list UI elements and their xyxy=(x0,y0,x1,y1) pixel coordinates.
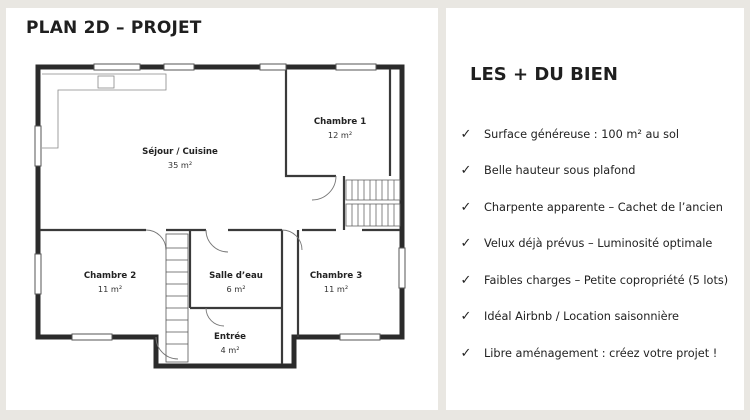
room-area-chambre-2: 11 m² xyxy=(97,284,123,294)
feature-item xyxy=(460,153,742,190)
feature-item xyxy=(460,189,742,226)
kitchen-counter xyxy=(42,74,166,148)
check-icon: ✓ xyxy=(460,236,472,252)
room-name-chambre-1: Chambre 1 xyxy=(313,117,367,127)
closets xyxy=(346,180,400,226)
feature-text: Faibles charges – Petite copropriété (5 lots) xyxy=(484,273,729,287)
features-card xyxy=(446,8,744,410)
check-icon: ✓ xyxy=(460,163,472,179)
walls xyxy=(38,67,402,366)
check-icon: ✓ xyxy=(460,126,472,142)
staircase xyxy=(166,234,188,362)
room-area-entree: 4 m² xyxy=(220,345,240,355)
plan-title: PLAN 2D – PROJET xyxy=(26,18,202,38)
room-area-chambre-3: 11 m² xyxy=(323,284,349,294)
feature-text: Belle hauteur sous plafond xyxy=(484,164,636,178)
room-name-chambre-3: Chambre 3 xyxy=(309,271,363,281)
room-area-salle-eau: 6 m² xyxy=(226,284,246,294)
check-icon: ✓ xyxy=(460,199,472,215)
floor-plan-card xyxy=(6,8,438,410)
room-name-entree: Entrée xyxy=(214,332,246,342)
features-list xyxy=(460,116,742,372)
floor-plan-diagram xyxy=(6,8,438,410)
feature-item xyxy=(460,116,742,153)
feature-item xyxy=(460,299,742,336)
feature-item xyxy=(460,262,742,299)
features-title: LES + DU BIEN xyxy=(470,64,618,85)
feature-text: Libre aménagement : créez votre projet ! xyxy=(484,346,718,360)
feature-text: Charpente apparente – Cachet de l’ancien xyxy=(484,200,723,214)
room-name-salle-eau: Salle d’eau xyxy=(209,271,263,281)
feature-text: Surface généreuse : 100 m² au sol xyxy=(484,127,680,141)
check-icon: ✓ xyxy=(460,272,472,288)
room-area-chambre-1: 12 m² xyxy=(327,130,353,140)
check-icon: ✓ xyxy=(460,309,472,325)
check-icon: ✓ xyxy=(460,345,472,361)
feature-text: Velux déjà prévus – Luminosité optimale xyxy=(484,237,713,251)
feature-text: Idéal Airbnb / Location saisonnière xyxy=(484,310,679,324)
feature-item xyxy=(460,335,742,372)
feature-item xyxy=(460,226,742,263)
room-name-chambre-2: Chambre 2 xyxy=(83,271,137,281)
room-name-sejour: Séjour / Cuisine xyxy=(142,147,218,157)
windows xyxy=(35,64,405,340)
room-area-sejour: 35 m² xyxy=(167,160,193,170)
